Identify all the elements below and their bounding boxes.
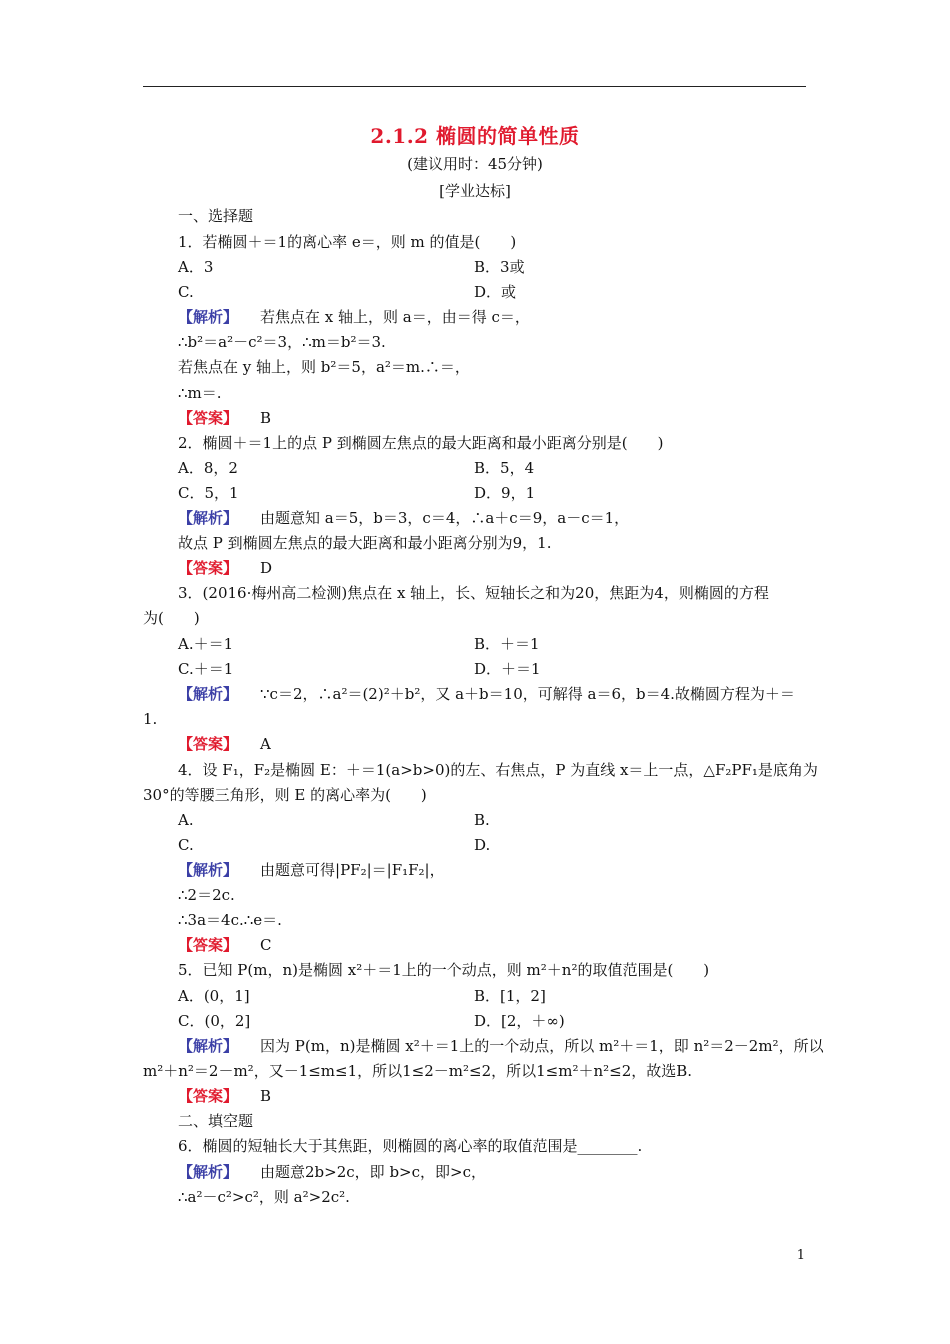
q6-analysis <box>178 1162 486 1182</box>
q4-analysis-text: 由题意可得|PF₂|＝|F₁F₂|， <box>260 861 445 879</box>
q2-analysis-text: 由题意知 a＝5，b＝3，c＝4，∴a＋c＝9，a－c＝1， <box>260 509 630 527</box>
q2-analysis <box>178 508 629 528</box>
q1-analysis-line: ∴b²＝a²－c²＝3，∴m＝b²＝3. <box>178 333 386 351</box>
q3-analysis-cont: 1. <box>143 710 158 728</box>
analysis-label: 【解析】 <box>178 1163 239 1181</box>
q5-answer <box>178 1086 271 1106</box>
q2-option-c: C．5，1 <box>178 484 239 502</box>
answer-label: 【答案】 <box>178 1087 239 1105</box>
analysis-label: 【解析】 <box>178 509 239 527</box>
q3-option-c: C.＋＝1 <box>178 660 234 678</box>
q5-option-a: A．(0，1] <box>178 987 250 1005</box>
q4-option-a: A. <box>178 811 194 829</box>
answer-label: 【答案】 <box>178 735 239 753</box>
section-heading-fill: 二、填空题 <box>178 1112 254 1130</box>
q5-analysis <box>178 1036 824 1056</box>
question-1: 1．若椭圆＋＝1的离心率 e＝，则 m 的值是( ) <box>178 233 517 251</box>
q1-option-d: D．或 <box>474 283 517 301</box>
analysis-label: 【解析】 <box>178 685 239 703</box>
q3-option-b: B．＋＝1 <box>474 635 540 653</box>
analysis-label: 【解析】 <box>178 1037 239 1055</box>
answer-label: 【答案】 <box>178 409 239 427</box>
question-2: 2．椭圆＋＝1上的点 P 到椭圆左焦点的最大距离和最小距离分别是( ) <box>178 434 664 452</box>
q2-option-a: A．8，2 <box>178 459 238 477</box>
q5-analysis-text: 因为 P(m，n)是椭圆 x²＋＝1上的一个动点，所以 m²＋＝1，即 n²＝2－2m²，所以 <box>260 1037 824 1055</box>
q5-option-c: C．(0，2] <box>178 1012 251 1030</box>
answer-label: 【答案】 <box>178 559 239 577</box>
section-tag: [学业达标] <box>439 182 511 200</box>
q3-analysis-text: ∵c＝2，∴a²＝(2)²＋b²，又 a＋b＝10，可解得 a＝6，b＝4.故椭圆方程为＋＝ <box>260 685 795 703</box>
analysis-label: 【解析】 <box>178 308 239 326</box>
q4-analysis-line: ∴3a＝4c.∴e＝. <box>178 911 282 929</box>
question-4-cont: 30°的等腰三角形，则 E 的离心率为( ) <box>143 786 427 804</box>
q2-answer <box>178 558 272 578</box>
page-number: 1 <box>796 1248 805 1263</box>
analysis-label: 【解析】 <box>178 861 239 879</box>
q1-option-c: C. <box>178 283 194 301</box>
section-heading-choice: 一、选择题 <box>178 207 254 225</box>
q5-option-b: B．[1，2] <box>474 987 546 1005</box>
q1-answer <box>178 408 271 428</box>
q3-option-a: A.＋＝1 <box>178 635 234 653</box>
q1-analysis-text: 若焦点在 x 轴上，则 a＝，由＝得 c＝， <box>260 308 530 326</box>
question-3-cont: 为( ) <box>143 609 200 627</box>
q4-option-c: C. <box>178 836 194 854</box>
q3-analysis <box>178 684 795 704</box>
q3-answer <box>178 734 271 754</box>
question-5: 5．已知 P(m，n)是椭圆 x²＋＝1上的一个动点，则 m²＋n²的取值范围是( ) <box>178 961 710 979</box>
q4-answer <box>178 935 272 955</box>
header-rule <box>143 86 806 87</box>
q1-option-b: B．3或 <box>474 258 525 276</box>
q3-answer-value: A <box>260 735 271 753</box>
q6-analysis-line: ∴a²－c²>c²，则 a²>2c². <box>178 1188 350 1206</box>
page-title: 2.1.2 椭圆的简单性质 <box>370 124 580 148</box>
q4-answer-value: C <box>260 936 272 954</box>
q6-analysis-text: 由题意2b>2c，即 b>c，即>c， <box>260 1163 486 1181</box>
q4-analysis <box>178 860 445 880</box>
q5-answer-value: B <box>260 1087 272 1105</box>
q3-option-d: D．＋＝1 <box>474 660 541 678</box>
q5-option-d: D．[2，＋∞) <box>474 1012 565 1030</box>
q4-option-b: B. <box>474 811 490 829</box>
q5-analysis-cont: m²＋n²＝2－m²，又－1≤m≤1，所以1≤2－m²≤2，所以1≤m²＋n²≤2，故选B. <box>143 1062 693 1080</box>
question-3: 3．(2016·梅州高二检测)焦点在 x 轴上，长、短轴长之和为20，焦距为4，则椭圆的方程 <box>178 584 769 602</box>
q2-option-b: B．5，4 <box>474 459 535 477</box>
suggested-time: (建议用时：45分钟) <box>407 155 543 173</box>
answer-label: 【答案】 <box>178 936 239 954</box>
q1-answer-value: B <box>260 409 272 427</box>
question-4: 4．设 F₁，F₂是椭圆 E：＋＝1(a>b>0)的左、右焦点，P 为直线 x＝上一点，△F₂PF₁是底角为 <box>178 761 818 779</box>
q2-answer-value: D <box>260 559 273 577</box>
q1-option-a: A．3 <box>178 258 214 276</box>
q4-option-d: D. <box>474 836 491 854</box>
q1-analysis <box>178 307 530 327</box>
q2-option-d: D．9，1 <box>474 484 536 502</box>
question-6: 6．椭圆的短轴长大于其焦距，则椭圆的离心率的取值范围是________. <box>178 1137 643 1155</box>
q1-analysis-line: 若焦点在 y 轴上，则 b²＝5，a²＝m.∴＝， <box>178 358 470 376</box>
q2-analysis-line: 故点 P 到椭圆左焦点的最大距离和最小距离分别为9，1. <box>178 534 552 552</box>
q4-analysis-line: ∴2＝2c. <box>178 886 235 904</box>
q1-analysis-line: ∴m＝. <box>178 384 222 402</box>
